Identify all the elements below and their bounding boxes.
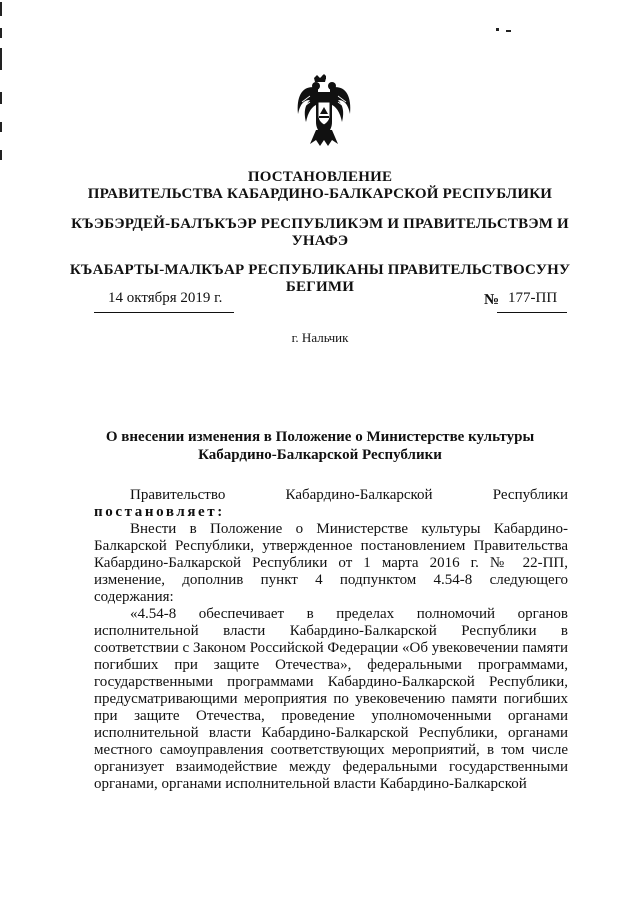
heading-kabardian-line2: УНАФЭ — [291, 233, 349, 249]
coat-of-arms-emblem — [294, 74, 354, 148]
document-title-line2: Кабардино-Балкарской Республики — [198, 447, 442, 463]
heading-balkar-line2: БЕГИМИ — [285, 279, 355, 295]
scan-mark — [0, 92, 2, 104]
paragraph-subclause-4-54-8: «4.54-8 обеспечивает в пределах полномочий органов исполнительной власти Кабардино-Балкарской Республики в соответствии с Законом Российской Федерации «Об увековечении памяти погибших при защите Отечества», федеральными программами, государственными программами Кабардино-Балкарской Республики, предусматривающими мероприятия по увековечению памяти погибших при защите Отечества, проведение уполномоченными органами исполнительной власти Кабардино-Балкарской Республики, органами местного самоуправления соответствующих мероприятий, в том числе организует взаимодействие между федеральными государственными органами, органами исполнительной власти Кабардино-Балкарской — [94, 606, 568, 792]
decree-number: 177-ПП — [508, 290, 558, 306]
decree-type-heading: ПОСТАНОВЛЕНИЕ — [247, 169, 393, 185]
document-title-line1: О внесении изменения в Положение о Министерстве культуры — [105, 429, 535, 445]
scan-dot — [506, 30, 511, 32]
scan-mark — [0, 122, 2, 132]
scan-mark — [0, 28, 2, 38]
document-body — [94, 487, 568, 793]
city: г. Нальчик — [291, 330, 349, 345]
date-underline — [94, 312, 234, 313]
heading-kabardian-line1: КЪЭБЭРДЕЙ-БАЛЪКЪЭР РЕСПУБЛИКЭМ И ПРАВИТЕЛЬСТВЭМ И — [71, 216, 569, 232]
paragraph-amendment: Внести в Положение о Министерстве культуры Кабардино-Балкарской Республики, утвержденное постановлением Правительства Кабардино-Балкарской Республики от 1 марта 2016 г. № 22-ПП, изменение, дополнив пункт 4 подпунктом 4.54-8 следующего содержания: — [94, 521, 568, 605]
paragraph-government: Правительство Кабардино-Балкарской Республики — [130, 487, 568, 503]
scan-mark — [0, 150, 2, 160]
scan-mark — [0, 2, 2, 16]
decree-date: 14 октября 2019 г. — [108, 290, 223, 306]
number-underline — [497, 312, 567, 313]
number-sign: № — [484, 292, 500, 308]
resolves-word: постановляет: — [94, 504, 225, 520]
government-name-ru: ПРАВИТЕЛЬСТВА КАБАРДИНО-БАЛКАРСКОЙ РЕСПУБЛИКИ — [87, 186, 553, 202]
document-title — [0, 428, 640, 464]
heading-balkar-line1: КЪАБАРТЫ-МАЛКЪАР РЕСПУБЛИКАНЫ ПРАВИТЕЛЬСТВОСУНУ — [69, 262, 571, 278]
scan-dot — [496, 28, 499, 31]
scan-mark — [0, 48, 2, 70]
